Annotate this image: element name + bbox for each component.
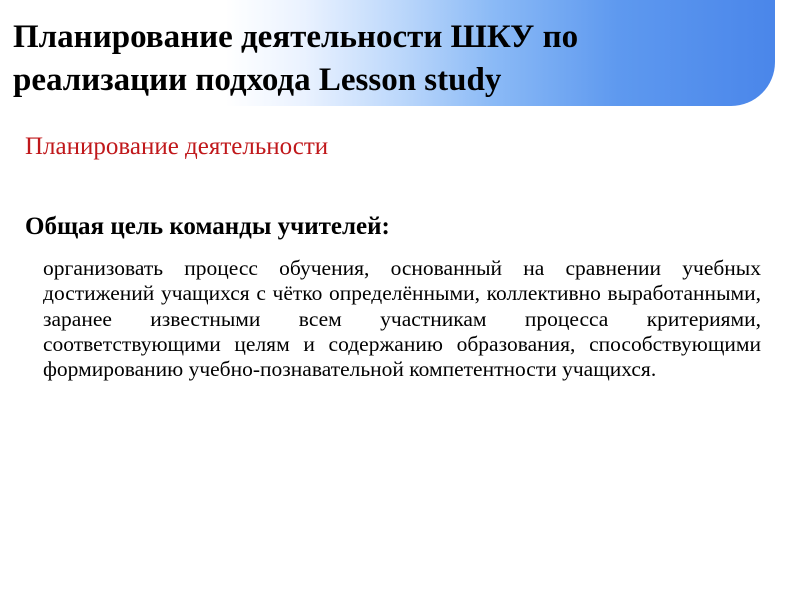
section-subtitle: Планирование деятельности [25, 133, 329, 160]
goal-heading: Общая цель команды учителей: [25, 213, 390, 240]
goal-text: организовать процесс обучения, основанный на сравнении учебных достижений учащихся с чётко определёнными, коллективно выработанными, заранее известными всем участникам процесса критериями, соответствующими целям и содержанию образования, способствующими формированию учебно-познавательной компетентности учащихся. [43, 256, 761, 382]
slide-title: Планирование деятельности ШКУ по реализации подхода Lesson study [13, 19, 579, 98]
